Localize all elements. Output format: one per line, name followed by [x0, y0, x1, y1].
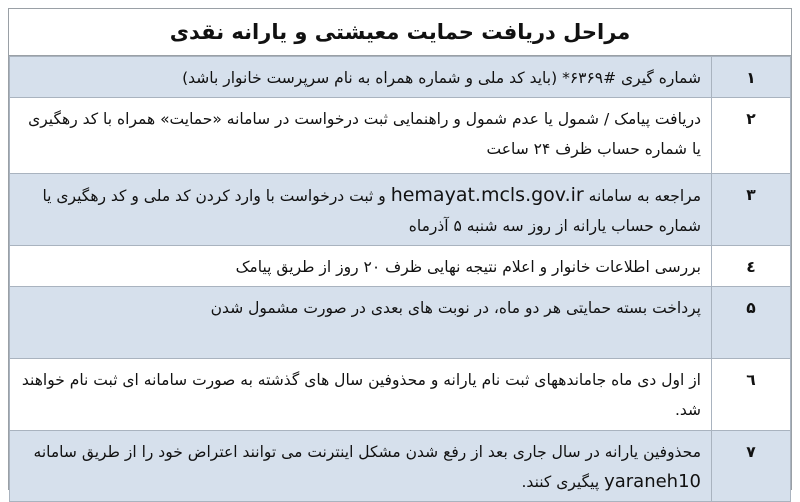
- step-text-start: مراجعه به سامانه: [583, 187, 701, 205]
- step-text: [10, 174, 712, 246]
- table-row: [10, 359, 791, 431]
- step-text-end: پیگیری کنند.: [521, 473, 605, 491]
- table-row: [10, 431, 791, 502]
- step-number: ۵: [712, 287, 791, 359]
- step-text: دریافت پیامک / شمول یا عدم شمول و راهنمایی ثبت درخواست در سامانه «حمایت» همراه با کد رهگیری یا شماره حساب ظرف ۲۴ ساعت: [10, 98, 712, 174]
- step-number: ۳: [712, 174, 791, 246]
- step-number: ٦: [712, 359, 791, 431]
- page-title: مراحل دریافت حمایت معیشتی و یارانه نقدی: [9, 9, 791, 56]
- table-row: [10, 246, 791, 287]
- step-text: از اول دی ماه جاماندههای ثبت نام یارانه و محذوفین سال های گذشته به صورت سامانه ای ثبت نام خواهند شد.: [10, 359, 712, 431]
- step-text: پرداخت بسته حمایتی هر دو ماه، در نوبت های بعدی در صورت مشمول شدن: [10, 287, 712, 359]
- table-row: [10, 174, 791, 246]
- yaraneh-site-link[interactable]: yaraneh10: [604, 471, 701, 492]
- document-sheet: [8, 8, 792, 490]
- step-text: [10, 431, 712, 502]
- step-text: شماره گیری #۶۳۶۹* (باید کد ملی و شماره همراه به نام سرپرست خانوار باشد): [10, 57, 712, 98]
- hemayat-site-link[interactable]: hemayat.mcls.gov.ir: [390, 184, 584, 206]
- table-row: [10, 287, 791, 359]
- steps-table: [9, 56, 791, 502]
- step-number: ۱: [712, 57, 791, 98]
- step-number: ۷: [712, 431, 791, 502]
- step-text-start: محذوفین یارانه در سال جاری بعد از رفع شدن مشکل اینترنت می توانند اعتراض خود را از طریق سامانه: [33, 443, 701, 461]
- step-number: ۲: [712, 98, 791, 174]
- step-number: ٤: [712, 246, 791, 287]
- table-row: [10, 98, 791, 174]
- table-row: [10, 57, 791, 98]
- step-text: بررسی اطلاعات خانوار و اعلام نتیجه نهایی ظرف ۲۰ روز از طریق پیامک: [10, 246, 712, 287]
- step-text-end: و ثبت درخواست با وارد کردن کد ملی و کد رهگیری یا شماره حساب یارانه از روز سه شنبه ۵ آذرماه: [42, 187, 701, 235]
